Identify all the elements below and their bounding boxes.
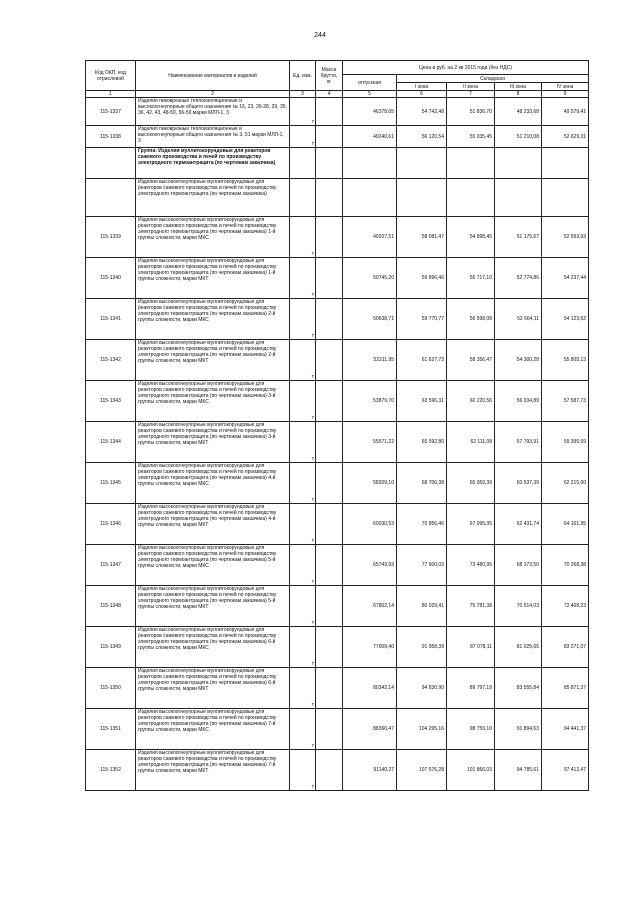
unit-mark: т	[311, 620, 314, 626]
row-mass	[316, 586, 343, 627]
row-zone-2: 62 111,08	[447, 422, 495, 463]
header-mass: Масса брутто, кг	[316, 61, 343, 91]
row-mass	[316, 545, 343, 586]
row-zone-1: 65 592,80	[397, 422, 447, 463]
row-zone-4: 64 161,95	[542, 504, 589, 545]
row-unit	[290, 98, 316, 126]
row-code: 115-1349	[86, 627, 136, 668]
row-zone-4: 97 412,47	[542, 750, 589, 791]
row-code: 115-1348	[86, 586, 136, 627]
row-zone-3: 81 025,65	[495, 627, 542, 668]
unit-mark: т	[311, 743, 314, 749]
row-zone-1: 68 706,38	[397, 463, 447, 504]
row-unit	[290, 504, 316, 545]
empty-cell	[495, 179, 542, 217]
row-zone-3: 56 034,89	[495, 381, 542, 422]
row-release: 65743,93	[343, 545, 397, 586]
unit-mark: т	[311, 538, 314, 544]
col-number: 1	[86, 91, 136, 98]
empty-cell	[542, 179, 589, 217]
row-release: 46378,65	[343, 98, 397, 126]
row-zone-4: 83 271,07	[542, 627, 589, 668]
row-code: 115-1341	[86, 299, 136, 340]
row-zone-3: 70 514,03	[495, 586, 542, 627]
row-zone-2: 98 759,10	[447, 709, 495, 750]
unit-mark: т	[311, 333, 314, 339]
row-zone-4: 72 468,23	[542, 586, 589, 627]
row-unit	[290, 545, 316, 586]
row-zone-3: 83 555,84	[495, 668, 542, 709]
row-release: 52211,95	[343, 340, 397, 381]
row-name-text: Изделия высокоогнеупорные муллитокорундовые для реакторов сажевого производства и печей по производству электродного термоантрацита (по чертежам заказчика) 3-й группы сложности, марки МКС	[138, 381, 277, 405]
row-release: 80342,14	[343, 668, 397, 709]
empty-cell	[343, 148, 397, 179]
table-row	[86, 299, 589, 340]
row-mass	[316, 709, 343, 750]
row-name	[136, 258, 290, 299]
row-zone-2: 54 998,45	[447, 217, 495, 258]
row-mass	[316, 340, 343, 381]
header-unit: Ед. изм.	[290, 61, 316, 91]
row-name-text: Изделия высокоогнеупорные муллитокорундовые для реакторов сажевого производства и печей по производству электродного термоантрацита (по чертежам заказчика) 4-й группы сложности, марки МКС	[138, 463, 277, 487]
row-zone-1: 94 830,90	[397, 668, 447, 709]
group-title: Группа: Изделия муллитокорундовые для реакторов сажевого производства и печей по производству электродного термоантрацита (по чертежам заказчика)	[136, 148, 290, 179]
row-name-text: Изделия высокоогнеупорные муллитокорундовые для реакторов сажевого производства и печей по производству электродного термоантрацита (по чертежам заказчика) 5-й группы сложности, марки МКТ	[138, 586, 277, 610]
row-release: 50638,71	[343, 299, 397, 340]
row-code: 115-1343	[86, 381, 136, 422]
row-zone-3: 91 894,63	[495, 709, 542, 750]
row-name	[136, 627, 290, 668]
row-name	[136, 98, 290, 126]
row-mass	[316, 463, 343, 504]
row-mass	[316, 217, 343, 258]
row-code: 115-1344	[86, 422, 136, 463]
subgroup-code	[86, 179, 136, 217]
row-zone-4: 94 441,37	[542, 709, 589, 750]
row-mass	[316, 422, 343, 463]
empty-cell	[290, 179, 316, 217]
row-unit	[290, 668, 316, 709]
row-zone-3: 60 537,39	[495, 463, 542, 504]
row-code: 115-1345	[86, 463, 136, 504]
row-zone-4: 52 629,31	[542, 126, 589, 148]
unit-mark: т	[311, 784, 314, 790]
row-zone-2: 56 717,10	[447, 258, 495, 299]
table-row	[86, 668, 589, 709]
header-zone-3: III зона	[495, 83, 542, 91]
row-zone-2: 67 095,35	[447, 504, 495, 545]
row-zone-1: 56 120,54	[397, 126, 447, 148]
price-table	[85, 60, 589, 791]
group-row	[86, 148, 589, 179]
row-unit	[290, 299, 316, 340]
row-mass	[316, 98, 343, 126]
col-number: 4	[316, 91, 343, 98]
unit-mark: т	[311, 661, 314, 667]
empty-cell	[316, 148, 343, 179]
row-release: 49207,51	[343, 217, 397, 258]
unit-mark: т	[311, 579, 314, 585]
col-number: 5	[343, 91, 397, 98]
row-unit	[290, 340, 316, 381]
subgroup-title: Изделия высокоогнеупорные муллитокорундовые для реакторов сажевого производства и печей по производству электродного термоантрацита (по чертежам заказчика)	[136, 179, 290, 217]
row-code: 115-1337	[86, 98, 136, 126]
row-zone-3: 62 431,74	[495, 504, 542, 545]
row-code: 115-1340	[86, 258, 136, 299]
row-zone-3: 52 664,11	[495, 299, 542, 340]
row-unit	[290, 709, 316, 750]
header-zone-4: IV зона	[542, 83, 589, 91]
row-name-text: Изделия высокоогнеупорные муллитокорундовые для реакторов сажевого производства и печей по производству электродного термоантрацита (по чертежам заказчика) 5-й группы сложности, марки МКС	[138, 545, 277, 569]
header-price-group: Цена в руб. на 2 кв 2015 года (без НДС)	[343, 61, 589, 75]
row-code: 115-1351	[86, 709, 136, 750]
row-name-text: Изделия пиковрезные теплоизоляционные и высокоогнеупорные общего назначения № 3, 51 марки МЛЛ-1, 3	[138, 126, 284, 144]
col-number: 8	[495, 91, 542, 98]
row-zone-3: 94 785,61	[495, 750, 542, 791]
row-zone-3: 51 210,08	[495, 126, 542, 148]
col-number: 2	[136, 91, 290, 98]
table-row	[86, 217, 589, 258]
row-name-text: Изделия высокоогнеупорные муллитокорундовые для реакторов сажевого производства и печей по производству электродного термоантрацита (по чертежам заказчика) 3-й группы сложности, марки МКТ	[138, 422, 277, 446]
empty-cell	[316, 179, 343, 217]
row-zone-3: 48 233,68	[495, 98, 542, 126]
row-zone-1: 91 958,39	[397, 627, 447, 668]
row-zone-2: 65 059,39	[447, 463, 495, 504]
row-code: 115-1347	[86, 545, 136, 586]
subgroup-row	[86, 179, 589, 217]
unit-mark: т	[311, 292, 314, 298]
row-zone-4: 54 237,44	[542, 258, 589, 299]
row-zone-2: 75 781,38	[447, 586, 495, 627]
row-code: 115-1346	[86, 504, 136, 545]
table-row	[86, 586, 589, 627]
row-release: 77909,40	[343, 627, 397, 668]
row-release: 58209,10	[343, 463, 397, 504]
row-code: 115-1342	[86, 340, 136, 381]
row-zone-4: 57 587,73	[542, 381, 589, 422]
row-zone-4: 52 593,93	[542, 217, 589, 258]
table-row	[86, 98, 589, 126]
row-mass	[316, 668, 343, 709]
row-unit	[290, 627, 316, 668]
row-zone-4: 59 395,69	[542, 422, 589, 463]
row-unit	[290, 750, 316, 791]
row-zone-2: 73 480,95	[447, 545, 495, 586]
row-zone-1: 63 596,31	[397, 381, 447, 422]
row-zone-3: 52 774,86	[495, 258, 542, 299]
row-zone-1: 107 576,28	[397, 750, 447, 791]
unit-mark: т	[311, 702, 314, 708]
header-code: Код ОКП, код отраслевой	[86, 61, 136, 91]
row-mass	[316, 627, 343, 668]
row-name	[136, 299, 290, 340]
row-name	[136, 126, 290, 148]
empty-cell	[542, 148, 589, 179]
header-release: отпускная	[343, 75, 397, 91]
row-zone-3: 54 300,28	[495, 340, 542, 381]
table-row	[86, 340, 589, 381]
row-code: 115-1352	[86, 750, 136, 791]
row-name	[136, 381, 290, 422]
col-number: 3	[290, 91, 316, 98]
row-zone-1: 59 896,46	[397, 258, 447, 299]
empty-cell	[343, 179, 397, 217]
row-zone-3: 68 373,50	[495, 545, 542, 586]
unit-mark: т	[311, 251, 314, 257]
row-code: 115-1338	[86, 126, 136, 148]
row-unit	[290, 126, 316, 148]
row-mass	[316, 258, 343, 299]
row-zone-2: 60 220,56	[447, 381, 495, 422]
row-zone-4: 54 123,62	[542, 299, 589, 340]
table-row	[86, 504, 589, 545]
table-row	[86, 709, 589, 750]
row-zone-1: 104 295,16	[397, 709, 447, 750]
empty-cell	[447, 179, 495, 217]
row-name	[136, 463, 290, 504]
row-name-text: Изделия пиковрезные теплоизоляционные и высокоогнеупорные общего назначения № 16, 23, 26-28, 29, 35, 36, 42, 43, 48-50, 56-59 марки МЛЛ-1, 3	[138, 98, 287, 116]
row-name-text: Изделия высокоогнеупорные муллитокорундовые для реакторов сажевого производства и печей по производству электродного термоантрацита (по чертежам заказчика) 6-й группы сложности, марки МКТ	[138, 668, 277, 692]
row-release: 67802,14	[343, 586, 397, 627]
empty-cell	[447, 148, 495, 179]
row-name	[136, 422, 290, 463]
unit-mark: т	[311, 374, 314, 380]
empty-cell	[495, 148, 542, 179]
row-zone-1: 80 029,41	[397, 586, 447, 627]
row-zone-3: 51 175,67	[495, 217, 542, 258]
row-unit	[290, 422, 316, 463]
row-name	[136, 586, 290, 627]
row-unit	[290, 258, 316, 299]
row-zone-1: 54 742,48	[397, 98, 447, 126]
group-body	[86, 217, 589, 791]
header-sklad: Складская	[397, 75, 589, 83]
row-mass	[316, 750, 343, 791]
row-zone-4: 85 871,37	[542, 668, 589, 709]
unit-mark: т	[311, 141, 314, 147]
row-zone-2: 101 866,03	[447, 750, 495, 791]
row-release: 50745,20	[343, 258, 397, 299]
row-zone-2: 58 356,47	[447, 340, 495, 381]
row-zone-4: 70 268,38	[542, 545, 589, 586]
empty-cell	[397, 179, 447, 217]
row-release: 88360,47	[343, 709, 397, 750]
empty-cell	[290, 148, 316, 179]
row-unit	[290, 463, 316, 504]
row-name-text: Изделия высокоогнеупорные муллитокорундовые для реакторов сажевого производства и печей по производству электродного термоантрацита (по чертежам заказчика) 7-й группы сложности, марки МКС	[138, 709, 277, 733]
header-zone-1: I зона	[397, 83, 447, 91]
row-release: 91140,27	[343, 750, 397, 791]
row-zone-2: 56 598,08	[447, 299, 495, 340]
row-name-text: Изделия высокоогнеупорные муллитокорундовые для реакторов сажевого производства и печей по производству электродного термоантрацита (по чертежам заказчика) 4-й группы сложности, марки МКТ	[138, 504, 277, 528]
col-number: 9	[542, 91, 589, 98]
row-release: 49240,61	[343, 126, 397, 148]
unit-mark: т	[311, 497, 314, 503]
row-zone-1: 70 856,46	[397, 504, 447, 545]
empty-cell	[397, 148, 447, 179]
page-number: 244	[314, 32, 326, 39]
row-zone-2: 89 797,19	[447, 668, 495, 709]
row-code: 115-1339	[86, 217, 136, 258]
row-zone-4: 55 805,13	[542, 340, 589, 381]
row-name-text: Изделия высокоогнеупорные муллитокорундовые для реакторов сажевого производства и печей по производству электродного термоантрацита (по чертежам заказчика) 2-й группы сложности, марки МКТ	[138, 340, 277, 364]
row-name-text: Изделия высокоогнеупорные муллитокорундовые для реакторов сажевого производства и печей по производству электродного термоантрацита (по чертежам заказчика) 6-й группы сложности, марки МКС	[138, 627, 277, 651]
row-zone-1: 59 770,77	[397, 299, 447, 340]
row-release: 60030,53	[343, 504, 397, 545]
unit-mark: т	[311, 119, 314, 125]
row-name	[136, 668, 290, 709]
col-number: 6	[397, 91, 447, 98]
row-name	[136, 545, 290, 586]
row-name	[136, 750, 290, 791]
row-zone-1: 77 600,03	[397, 545, 447, 586]
row-unit	[290, 381, 316, 422]
row-zone-4: 49 579,41	[542, 98, 589, 126]
table-row	[86, 545, 589, 586]
row-unit	[290, 586, 316, 627]
row-release: 55571,22	[343, 422, 397, 463]
row-unit	[290, 217, 316, 258]
group-code	[86, 148, 136, 179]
table-row	[86, 126, 589, 148]
row-name	[136, 504, 290, 545]
row-name	[136, 709, 290, 750]
unit-mark: т	[311, 456, 314, 462]
table-row	[86, 422, 589, 463]
row-mass	[316, 126, 343, 148]
row-name-text: Изделия высокоогнеупорные муллитокорундовые для реакторов сажевого производства и печей по производству электродного термоантрацита (по чертежам заказчика) 1-й группы сложности, марки МКТ	[138, 258, 277, 282]
row-zone-2: 51 836,70	[447, 98, 495, 126]
table-row	[86, 463, 589, 504]
row-zone-2: 87 078,11	[447, 627, 495, 668]
row-mass	[316, 299, 343, 340]
row-zone-3: 57 793,91	[495, 422, 542, 463]
table-row	[86, 750, 589, 791]
row-zone-4: 62 215,00	[542, 463, 589, 504]
table-row	[86, 381, 589, 422]
header-zone-2: II зона	[447, 83, 495, 91]
row-name-text: Изделия высокоогнеупорные муллитокорундовые для реакторов сажевого производства и печей по производству электродного термоантрацита (по чертежам заказчика) 1-й группы сложности, марки МКС	[138, 217, 277, 241]
row-release: 53879,70	[343, 381, 397, 422]
row-name-text: Изделия высокоогнеупорные муллитокорундовые для реакторов сажевого производства и печей по производству электродного термоантрацита (по чертежам заказчика) 7-й группы сложности, марки МКТ	[138, 750, 277, 774]
header-name: Наименование материалов и изделий	[136, 61, 290, 91]
unit-mark: т	[311, 415, 314, 421]
row-mass	[316, 504, 343, 545]
row-zone-1: 61 627,73	[397, 340, 447, 381]
row-name	[136, 217, 290, 258]
row-name-text: Изделия высокоогнеупорные муллитокорундовые для реакторов сажевого производства и печей по производству электродного термоантрацита (по чертежам заказчика) 2-й группы сложности, марки МКС	[138, 299, 277, 323]
col-number: 7	[447, 91, 495, 98]
row-mass	[316, 381, 343, 422]
row-zone-1: 58 081,47	[397, 217, 447, 258]
row-zone-2: 55 035,45	[447, 126, 495, 148]
row-name	[136, 340, 290, 381]
row-code: 115-1350	[86, 668, 136, 709]
table-row	[86, 258, 589, 299]
table-row	[86, 627, 589, 668]
